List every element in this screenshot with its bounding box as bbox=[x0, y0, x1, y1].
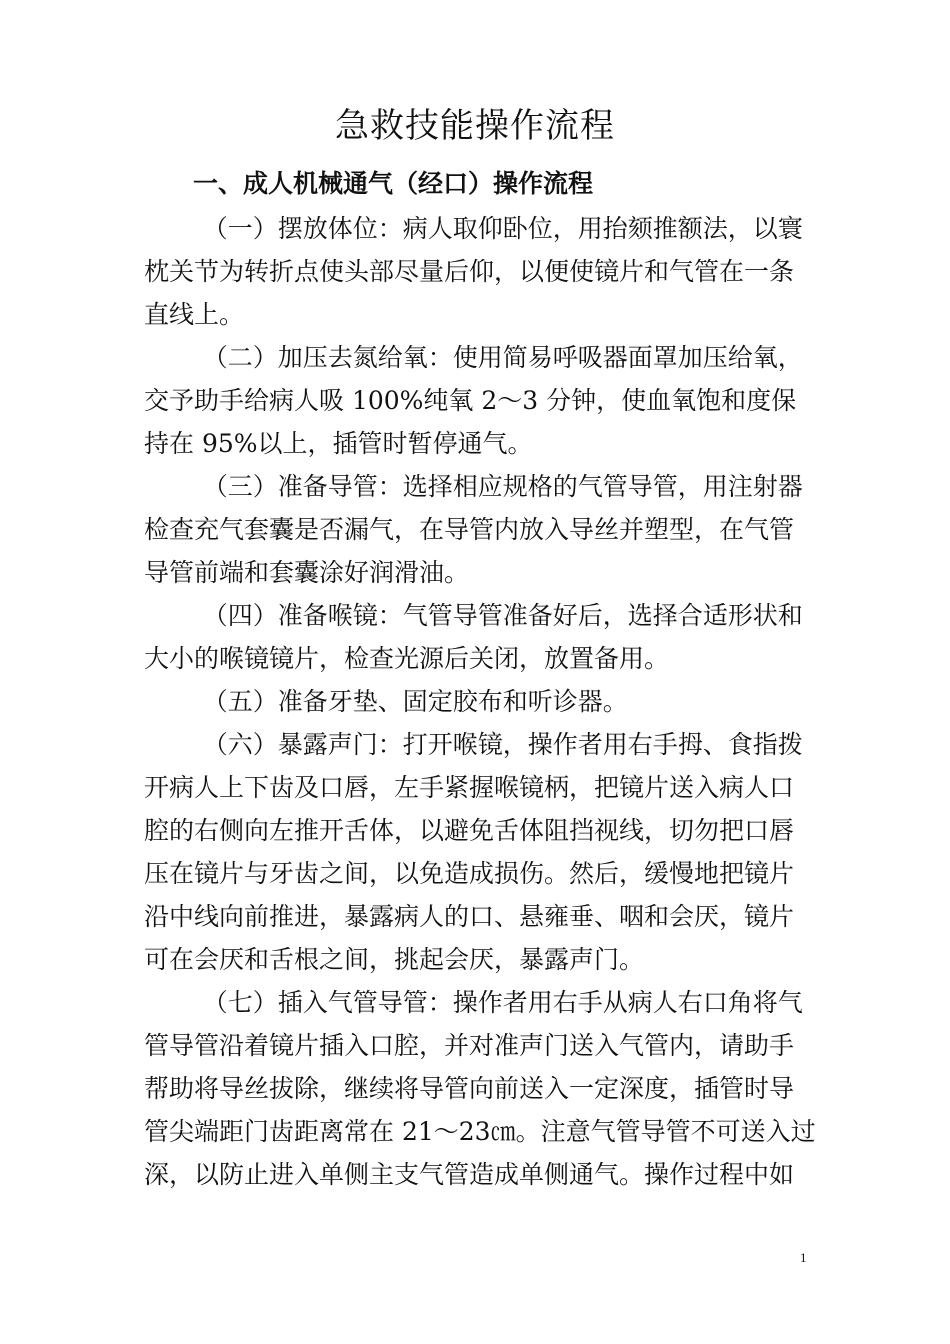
section-heading: 一、成人机械通气（经口）操作流程 bbox=[193, 169, 594, 198]
paragraph-6: （六）暴露声门：打开喉镜，操作者用右手拇、食指拨开病人上下齿及口唇，左手紧握喉镜柄，把镜片送入病人口腔的右侧向左推开舌体，以避免舌体阻挡视线，切勿把口唇压在镜片与牙齿之间，以免造成损伤。然后，缓慢地把镜片沿中线向前推进，暴露病人的口、悬雍垂、咽和会厌，镜片可在会厌和舌根之间，挑起会厌，暴露声门。 bbox=[144, 730, 803, 974]
paragraph-1: （一）摆放体位：病人取仰卧位，用抬颏推额法，以寰枕关节为转折点使头部尽量后仰，以便使镜片和气管在一条直线上。 bbox=[144, 214, 803, 329]
paragraph-5: （五）准备牙垫、固定胶布和听诊器。 bbox=[202, 687, 628, 716]
paragraph-7: （七）插入气管导管：操作者用右手从病人右口角将气管导管沿着镜片插入口腔，并对准声门送入气管内，请助手帮助将导丝拔除，继续将导管向前送入一定深度，插管时导管尖端距门齿距离常在 21～23㎝。注意气管导管不可送入过深，以防止进入单侧主支气管造成单侧通气。操作过程中如 bbox=[144, 988, 816, 1189]
paragraph-3: （三）准备导管：选择相应规格的气管导管，用注射器检查充气套囊是否漏气，在导管内放入导丝并塑型，在气管导管前端和套囊涂好润滑油。 bbox=[144, 472, 803, 587]
document-title: 急救技能操作流程 bbox=[335, 106, 615, 146]
page-number: 1 bbox=[800, 1250, 807, 1265]
paragraph-2: （二）加压去氮给氧：使用简易呼吸器面罩加压给氧，交予助手给病人吸 100%纯氧 2～3 分钟，使血氧饱和度保持在 95%以上，插管时暂停通气。 bbox=[144, 343, 803, 458]
body-text bbox=[144, 207, 816, 1196]
paragraph-4: （四）准备喉镜：气管导管准备好后，选择合适形状和大小的喉镜镜片，检查光源后关闭，放置备用。 bbox=[144, 601, 803, 673]
